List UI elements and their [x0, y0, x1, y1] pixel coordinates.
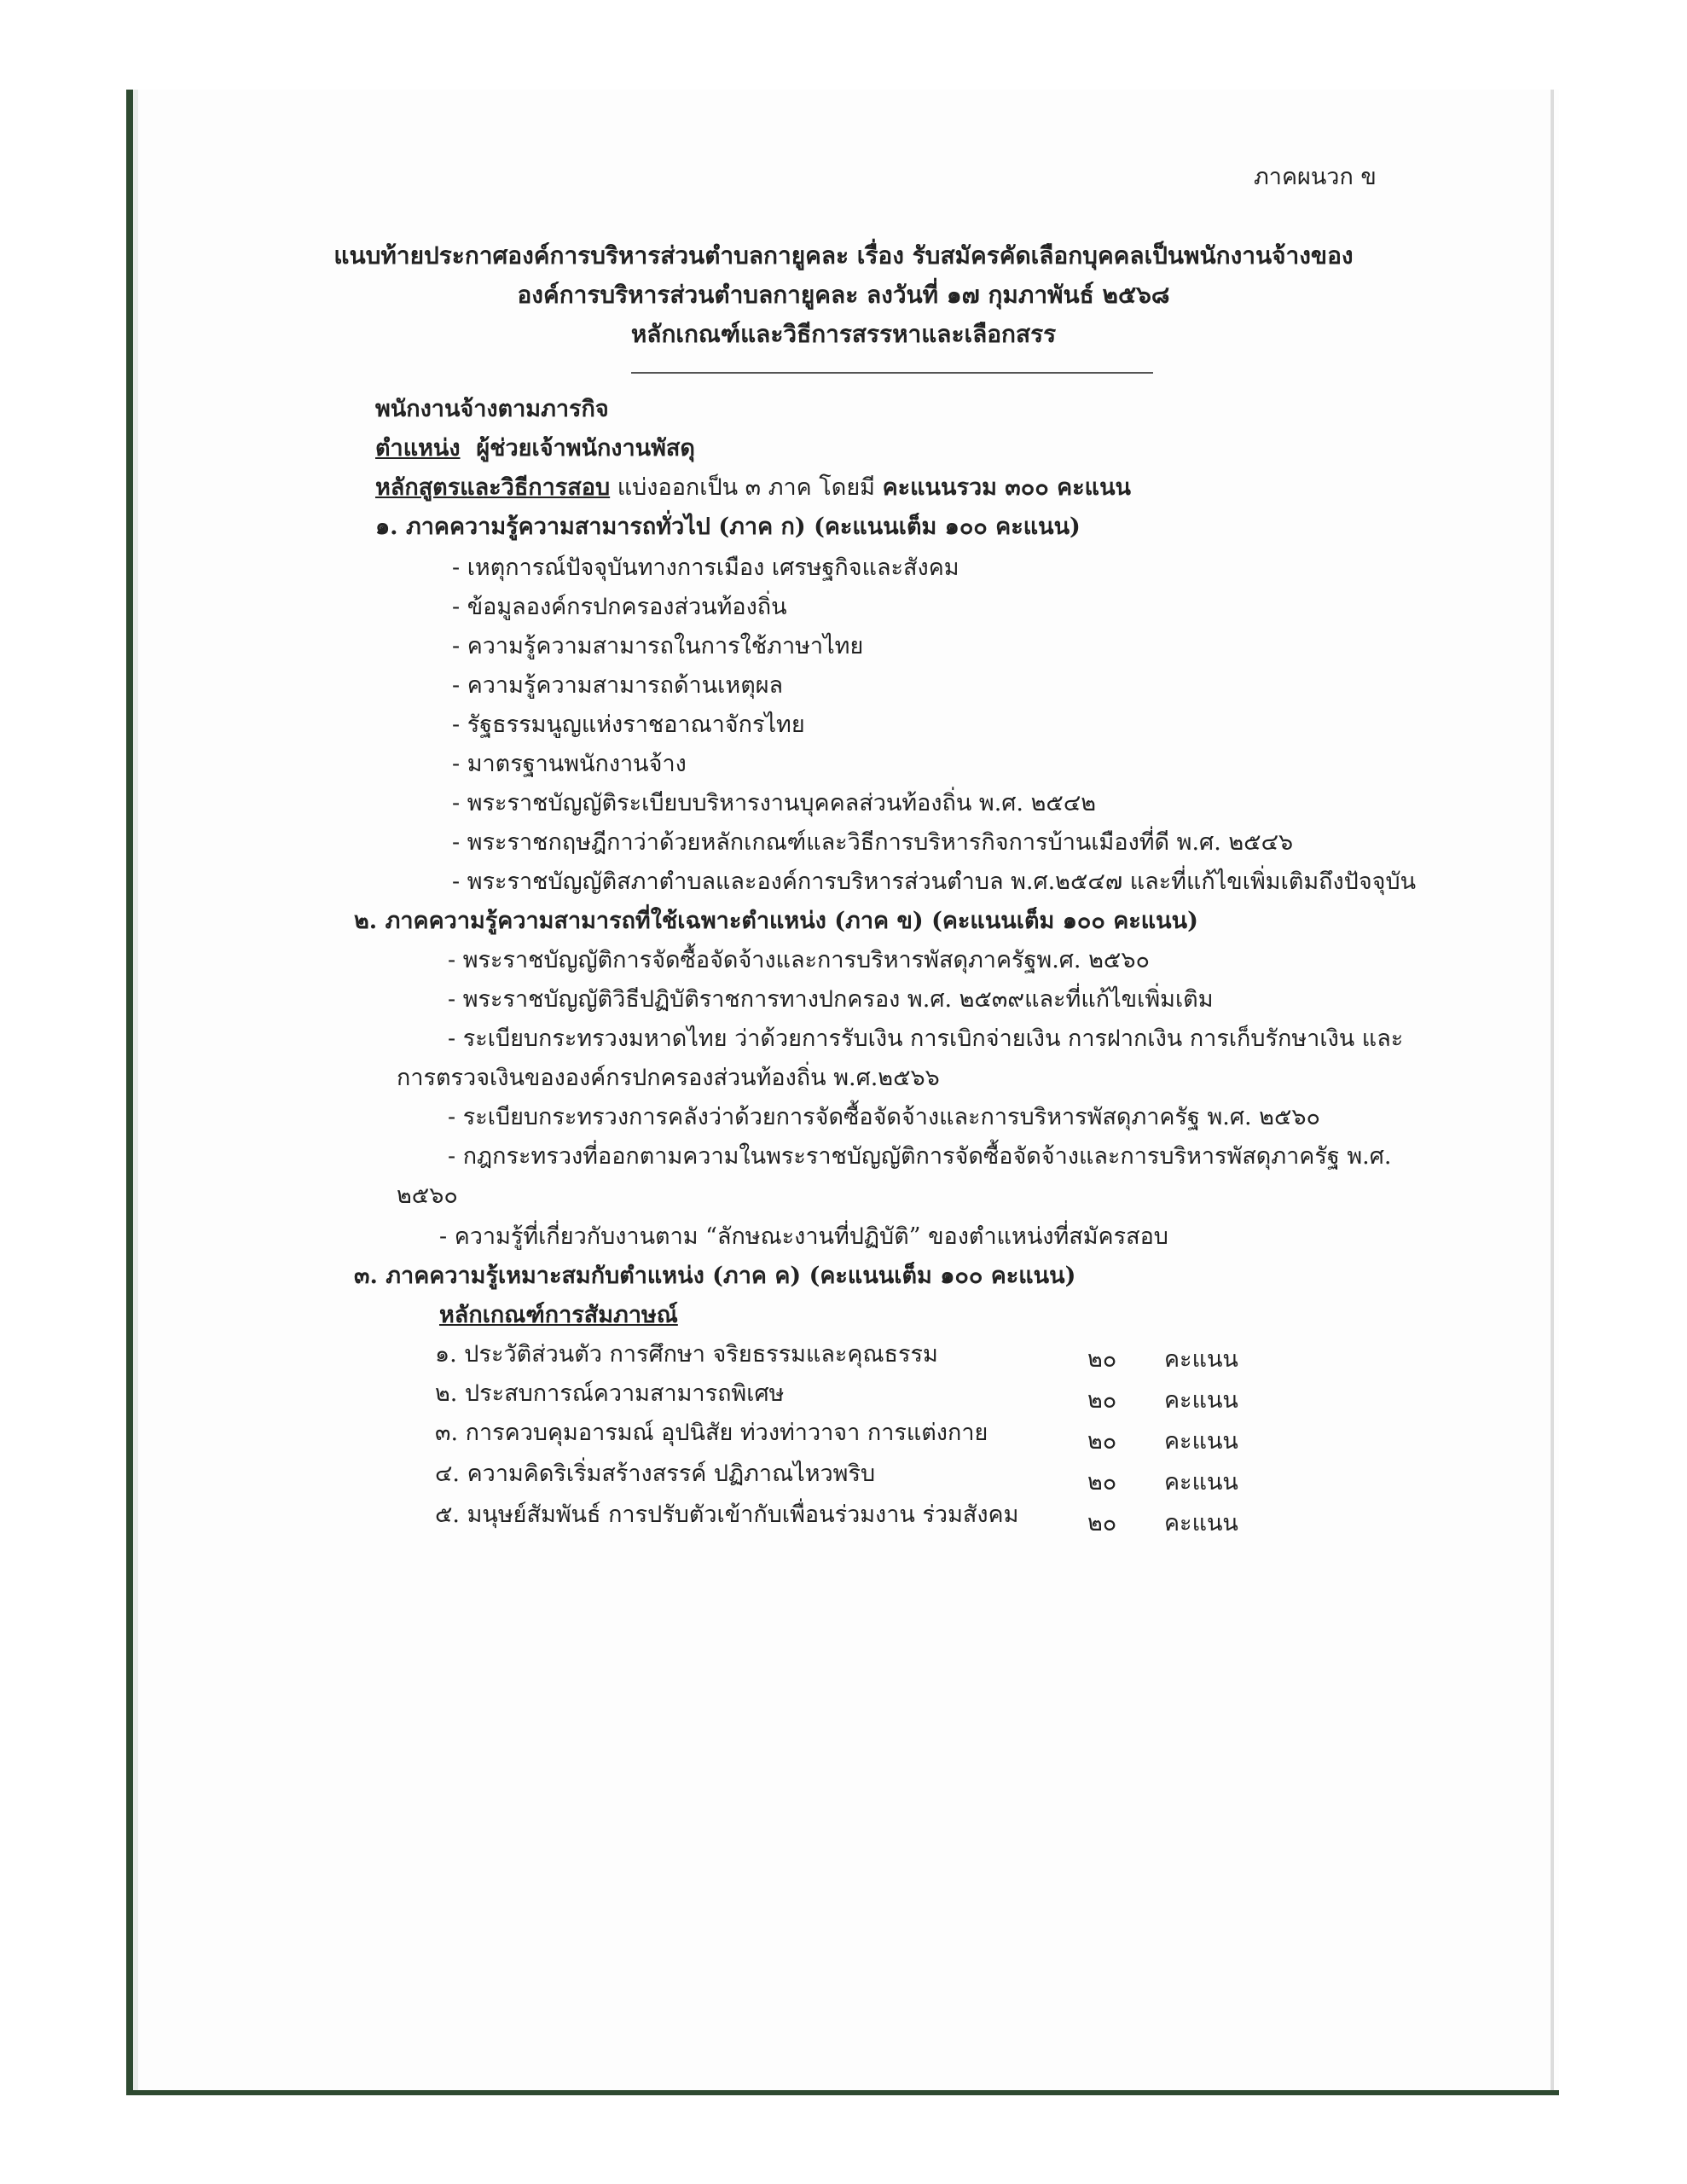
curriculum-total: คะแนนรวม ๓๐๐ คะแนน — [882, 474, 1131, 501]
position-line — [375, 433, 695, 464]
part2-item: - ระเบียบกระทรวงมหาดไทย ว่าด้วยการรับเงิน การเบิกจ่ายเงิน การฝากเงิน การเก็บรักษาเงิน และ — [448, 1025, 1404, 1052]
part2-item: - กฎกระทรวงที่ออกตามความในพระราชบัญญัติการจัดซื้อจัดจ้างและการบริหารพัสดุภาครัฐ พ.ศ. — [448, 1143, 1392, 1170]
criteria-points: ๒๐ — [1087, 1469, 1117, 1496]
employee-type: พนักงานจ้างตามภารกิจ — [375, 396, 609, 422]
part1-item: - พระราชกฤษฎีกาว่าด้วยหลักเกณฑ์และวิธีการบริหารกิจการบ้านเมืองที่ดี พ.ศ. ๒๕๔๖ — [452, 829, 1294, 856]
part2-item-continued: ๒๕๖๐ — [397, 1182, 458, 1209]
curriculum-line — [375, 473, 1131, 503]
part2-item: - พระราชบัญญัติการจัดซื้อจัดจ้างและการบริหารพัสดุภาครัฐพ.ศ. ๒๕๖๐ — [448, 947, 1150, 973]
part1-item: - เหตุการณ์ปัจจุบันทางการเมือง เศรษฐกิจและสังคม — [452, 555, 959, 581]
criteria-item: ๒. ประสบการณ์ความสามารถพิเศษ — [435, 1380, 785, 1407]
criteria-item: ๓. การควบคุมอารมณ์ อุปนิสัย ท่วงท่าวาจา การแต่งกาย — [435, 1420, 988, 1446]
part1-item: - พระราชบัญญัติสภาตำบลและองค์การบริหารส่วนตำบล พ.ศ.๒๕๔๗ และที่แก้ไขเพิ่มเติมถึงปัจจุบัน — [452, 868, 1417, 895]
header-line-1: แนบท้ายประกาศองค์การบริหารส่วนตำบลกายูคละ เรื่อง รับสมัครคัดเลือกบุคคลเป็นพนักงานจ้างของ — [333, 241, 1354, 270]
criteria-unit: คะแนน — [1164, 1510, 1238, 1536]
sheet-edge — [1551, 90, 1554, 2090]
part1-item: - พระราชบัญญัติระเบียบบริหารงานบุคคลส่วนท้องถิ่น พ.ศ. ๒๕๔๒ — [452, 790, 1097, 816]
criteria-points: ๒๐ — [1087, 1387, 1117, 1414]
part2-item: - พระราชบัญญัติวิธีปฏิบัติราชการทางปกครอง พ.ศ. ๒๕๓๙และที่แก้ไขเพิ่มเติม — [448, 986, 1214, 1013]
criteria-item: ๔. ความคิดริเริ่มสร้างสรรค์ ปฏิภาณไหวพริบ — [435, 1461, 876, 1487]
interview-criteria-label: หลักเกณฑ์การสัมภาษณ์ — [439, 1302, 678, 1328]
header-line-2: องค์การบริหารส่วนตำบลกายูคละ ลงวันที่ ๑๗ กุมภาพันธ์ ๒๕๖๘ — [517, 281, 1170, 309]
part2-item-continued: การตรวจเงินขององค์กรปกครองส่วนท้องถิ่น พ.ศ.๒๕๖๖ — [397, 1065, 940, 1091]
part1-title: ๑. ภาคความรู้ความสามารถทั่วไป (ภาค ก) (คะแนนเต็ม ๑๐๐ คะแนน) — [375, 514, 1081, 540]
criteria-unit: คะแนน — [1164, 1428, 1238, 1455]
part2-item: - ความรู้ที่เกี่ยวกับงานตาม “ลักษณะงานที่ปฏิบัติ” ของตำแหน่งที่สมัครสอบ — [439, 1223, 1168, 1250]
curriculum-text: แบ่งออกเป็น ๓ ภาค โดยมี — [617, 474, 875, 501]
part1-item: - ข้อมูลองค์กรปกครองส่วนท้องถิ่น — [452, 594, 787, 620]
part1-item: - ความรู้ความสามารถด้านเหตุผล — [452, 672, 784, 699]
appendix-label: ภาคผนวก ข — [1254, 164, 1377, 190]
criteria-points: ๒๐ — [1087, 1346, 1117, 1373]
criteria-item: ๕. มนุษย์สัมพันธ์ การปรับตัวเข้ากับเพื่อนร่วมงาน ร่วมสังคม — [435, 1502, 1019, 1528]
part1-item: - มาตรฐานพนักงานจ้าง — [452, 751, 687, 777]
criteria-unit: คะแนน — [1164, 1346, 1238, 1373]
criteria-unit: คะแนน — [1164, 1469, 1238, 1496]
part2-item: - ระเบียบกระทรวงการคลังว่าด้วยการจัดซื้อจัดจ้างและการบริหารพัสดุภาครัฐ พ.ศ. ๒๕๖๐ — [448, 1104, 1321, 1130]
part1-item: - ความรู้ความสามารถในการใช้ภาษาไทย — [452, 633, 864, 659]
part1-item: - รัฐธรรมนูญแห่งราชอาณาจักรไทย — [452, 712, 805, 738]
criteria-points: ๒๐ — [1087, 1428, 1117, 1455]
criteria-points: ๒๐ — [1087, 1510, 1117, 1536]
criteria-unit: คะแนน — [1164, 1387, 1238, 1414]
header-divider — [631, 372, 1153, 374]
part3-title: ๓. ภาคความรู้เหมาะสมกับตำแหน่ง (ภาค ค) (คะแนนเต็ม ๑๐๐ คะแนน) — [354, 1263, 1076, 1289]
part2-title: ๒. ภาคความรู้ความสามารถที่ใช้เฉพาะตำแหน่ง (ภาค ข) (คะแนนเต็ม ๑๐๐ คะแนน) — [354, 908, 1198, 934]
position-value: ผู้ช่วยเจ้าพนักงานพัสดุ — [476, 435, 695, 462]
header-line-3: หลักเกณฑ์และวิธีการสรรหาและเลือกสรร — [630, 320, 1057, 348]
criteria-item: ๑. ประวัติส่วนตัว การศึกษา จริยธรรมและคุณธรรม — [435, 1341, 938, 1368]
position-label: ตำแหน่ง — [375, 435, 461, 462]
curriculum-label: หลักสูตรและวิธีการสอบ — [375, 474, 611, 501]
